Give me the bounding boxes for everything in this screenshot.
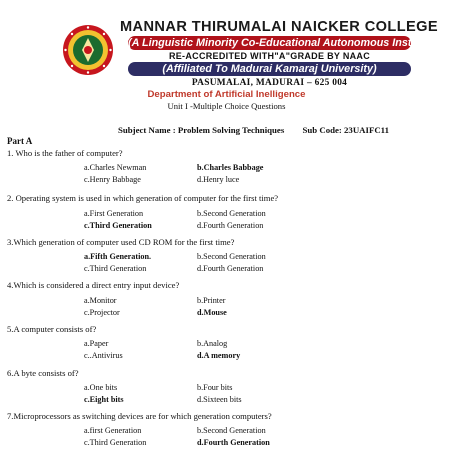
question-text: 4.Which is considered a direct entry input device? <box>7 280 180 290</box>
question-text: 3.Which generation of computer used CD ROM for the first time? <box>7 237 235 247</box>
option: a.Paper <box>84 339 109 348</box>
option: b.Printer <box>197 296 226 305</box>
option: c.Third Generation <box>84 438 147 447</box>
option: a.One bits <box>84 383 118 392</box>
college-address: PASUMALAI, MADURAI – 625 004 <box>191 78 348 88</box>
option: c.Third Generation <box>84 264 147 273</box>
option-correct: a.Fifth Generation. <box>84 252 152 261</box>
option-correct: d.Fourth Generation <box>197 438 270 447</box>
question-text: 5.A computer consists of? <box>7 324 97 334</box>
subject-name: Subject Name : Problem Solving Techniques <box>118 125 285 135</box>
option: d.Fourth Generation <box>197 264 264 273</box>
option: d.Fourth Generation <box>197 221 264 230</box>
department-name: Department of Artificial Inelligence <box>147 89 306 100</box>
subject-line <box>118 125 389 135</box>
naac-accreditation: RE-ACCREDITED WITH"A"GRADE BY NAAC <box>168 51 371 61</box>
option: b.Second Generation <box>197 426 266 435</box>
option-correct: c.Third Generation <box>84 221 152 230</box>
option: d.Sixteen bits <box>197 395 242 404</box>
option: b.Four bits <box>197 383 233 392</box>
college-name: MANNAR THIRUMALAI NAICKER COLLEGE <box>120 19 439 35</box>
question-text: 2. Operating system is used in which generation of computer for the first time? <box>7 193 279 203</box>
question-text: 1. Who is the father of computer? <box>7 148 123 158</box>
question-text: 6.A byte consists of? <box>7 368 79 378</box>
option: b.Analog <box>197 339 228 348</box>
part-heading: Part A <box>7 136 33 146</box>
option-correct: d.A memory <box>197 351 241 360</box>
option-correct: b.Charles Babbage <box>197 163 264 172</box>
minority-banner: (A Linguistic Minority Co-Educational Autonomous Institution) <box>128 37 449 49</box>
college-emblem-icon <box>62 24 114 76</box>
option: c.Henry Babbage <box>84 175 141 184</box>
option-correct: d.Mouse <box>197 308 227 317</box>
option: a.First Generation <box>84 209 144 218</box>
option: a.first Generation <box>84 426 142 435</box>
option: a.Monitor <box>84 296 117 305</box>
option-correct: c.Eight bits <box>84 395 124 404</box>
option: c..Antivirus <box>84 351 123 360</box>
option: c.Projector <box>84 308 120 317</box>
option: b.Second Generation <box>197 209 266 218</box>
subject-code: Sub Code: 23UAIFC11 <box>302 125 389 135</box>
option: a.Charles Newman <box>84 163 147 172</box>
unit-title: Unit I -Multiple Choice Questions <box>167 101 286 111</box>
option: b.Second Generation <box>197 252 266 261</box>
option: d.Henry luce <box>197 175 240 184</box>
question-text: 7.Microprocessors as switching devices are for which generation computers? <box>7 411 272 421</box>
affiliation-banner: (Affiliated To Madurai Kamaraj University) <box>128 62 411 76</box>
